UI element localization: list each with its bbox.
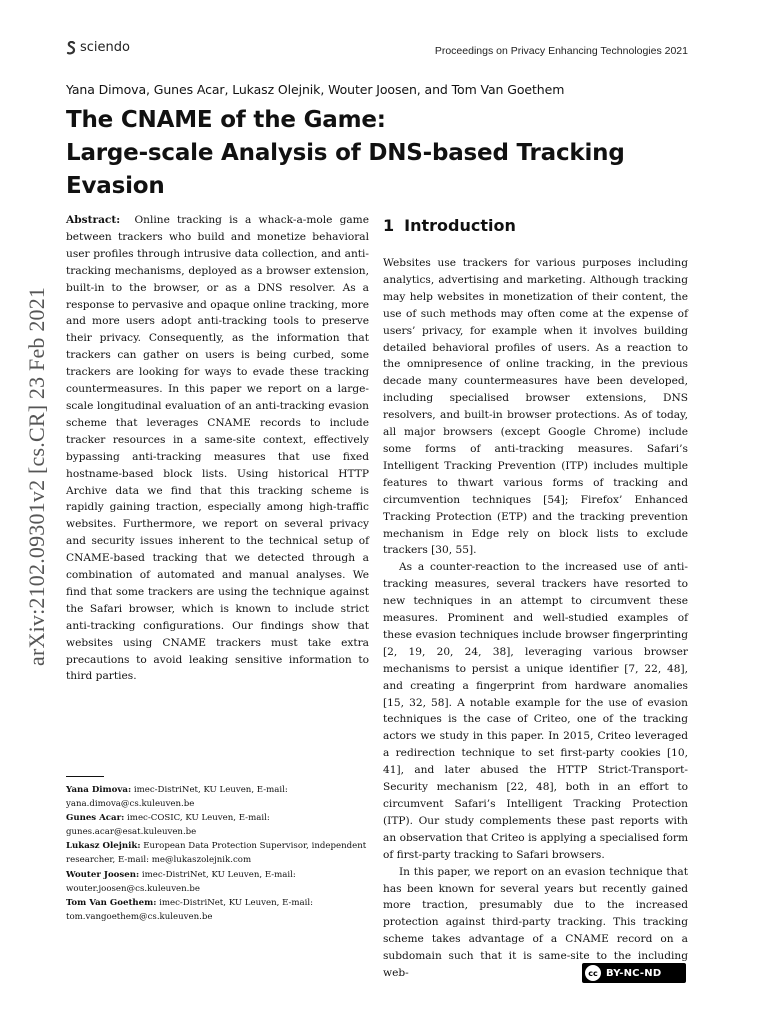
affiliation-detail: European Data Protection Supervisor, independent researcher, E-mail: me@lukaszolejnik.com <box>66 841 367 866</box>
affiliation-detail: imec-DistriNet, KU Leuven, E-mail: tom.vangoethem@cs.kuleuven.be <box>66 897 314 922</box>
title-line: Evasion <box>66 173 165 199</box>
affiliation-detail: imec-DistriNet, KU Leuven, E-mail: yana.dimova@cs.kuleuven.be <box>66 785 288 810</box>
title-line: Large-scale Analysis of DNS-based Tracking <box>66 140 625 166</box>
paragraph: As a counter-reaction to the increased use of anti-tracking measures, several trackers have resorted to new techniques in an attempt to circumvent these measures. Prominent and well-studied examples of these evasion techniques include browser fingerprinting [2, 19, 20, 24, 38], leveraging various browser mechanisms to persist a unique identifier [7, 22, 48], and creating a fingerprint from hardware anomalies [15, 32, 58]. A notable example for the use of evasion techniques is the case of Criteo, one of the tracking actors we study in this paper. In 2015, Criteo leveraged a redirection technique to set first-party cookies [10, 41], and later abused the HTTP Strict-Transport-Security mechanism [22, 48], both in an effort to circumvent Safari’s Intelligent Tracking Protection (ITP). Our study complements these past reports with an observation that Criteo is applying a specialised form of first-party tracking to Safari browsers. <box>383 561 688 861</box>
section-title: Introduction <box>404 216 516 235</box>
affiliation <box>66 811 376 839</box>
author-list: Yana Dimova, Gunes Acar, Lukasz Olejnik, Wouter Joosen, and Tom Van Goethem <box>66 82 565 97</box>
affiliation <box>66 896 376 924</box>
affiliation-name: Gunes Acar: <box>66 813 125 824</box>
affiliation-name: Yana Dimova: <box>66 785 132 795</box>
cc-license-badge[interactable] <box>582 963 686 983</box>
creative-commons-icon: cc <box>585 965 601 981</box>
author-affiliations <box>66 783 376 924</box>
affiliation-name: Tom Van Goethem: <box>66 897 157 908</box>
arxiv-identifier-text: arXiv:2102.09301v2 [cs.CR] 23 Feb 2021 <box>24 286 49 666</box>
paragraph: In this paper, we report on an evasion technique that has been known for several years but recently gained more traction, presumably due to the increased protection against third-party tracking. This tracking scheme takes advantage of a CNAME record on a subdomain such that it is same-site to the including web- <box>383 865 688 980</box>
sciendo-logo <box>66 40 130 55</box>
logo-text: sciendo <box>80 40 130 55</box>
paper-title <box>66 104 706 203</box>
sciendo-logo-icon <box>66 41 76 55</box>
affiliation <box>66 783 376 811</box>
title-line: The CNAME of the Game: <box>66 107 386 133</box>
abstract-label: Abstract: <box>66 214 121 226</box>
section-number: 1 <box>383 216 395 235</box>
footnote-divider <box>66 776 104 777</box>
section-heading <box>383 216 516 235</box>
affiliation <box>66 839 376 867</box>
page-header <box>66 40 688 62</box>
affiliation-name: Wouter Joosen: <box>66 869 140 880</box>
introduction-body <box>383 255 688 982</box>
license-text: BY-NC-ND <box>606 967 662 979</box>
affiliation-detail: imec-COSIC, KU Leuven, E-mail: gunes.acar@esat.kuleuven.be <box>66 813 270 838</box>
abstract <box>66 212 369 685</box>
paragraph: Websites use trackers for various purposes including analytics, advertising and marketing. Although tracking may help websites in monetization of their content, the use of such methods may often come at the expense of users’ privacy, for example when it involves building detailed behavioral profiles of users. As a reaction to the omnipresence of online tracking, in the previous decade many countermeasures have been developed, including specialised browser extensions, DNS resolvers, and built-in browser protections. As of today, all major browsers (except Google Chrome) include some forms of anti-tracking measures. Safari’s Intelligent Tracking Prevention (ITP) includes multiple features to thwart various forms of tracking and circumvention techniques [54]; Firefox’ Enhanced Tracking Protection (ETP) and the tracking prevention mechanism in Edge rely on block lists to exclude trackers [30, 55]. <box>383 257 688 557</box>
affiliation-name: Lukasz Olejnik: <box>66 841 141 852</box>
proceedings-title: Proceedings on Privacy Enhancing Technologies 2021 <box>434 45 688 57</box>
abstract-text: Online tracking is a whack-a-mole game between trackers who build and monetize behavioral user profiles through intrusive data collection, and anti-tracking mechanisms, deployed as a browser extension, built-in to the browser, or as a DNS resolver. As a response to pervasive and opaque online tracking, more and more users adopt anti-tracking tools to preserve their privacy. Consequently, as the information that trackers can gather on users is being curbed, some trackers are looking for ways to evade these tracking countermeasures. In this paper we report on a large-scale longitudinal evaluation of an anti-tracking evasion scheme that leverages CNAME records to include tracker resources in a same-site context, effectively bypassing anti-tracking measures that use fixed hostname-based block lists. Using historical HTTP Archive data we find that this tracking scheme is rapidly gaining traction, especially among high-traffic websites. Furthermore, we report on several privacy and security issues inherent to the technical setup of CNAME-based tracking that we detected through a combination of automated and manual analyses. We find that some trackers are using the technique against the Safari browser, which is known to include strict anti-tracking configurations. Our findings show that websites using CNAME trackers must take extra precautions to avoid leaking sensitive information to third parties. <box>66 214 369 683</box>
affiliation <box>66 868 376 896</box>
affiliation-detail: imec-DistriNet, KU Leuven, E-mail: wouter.joosen@cs.kuleuven.be <box>66 869 296 894</box>
